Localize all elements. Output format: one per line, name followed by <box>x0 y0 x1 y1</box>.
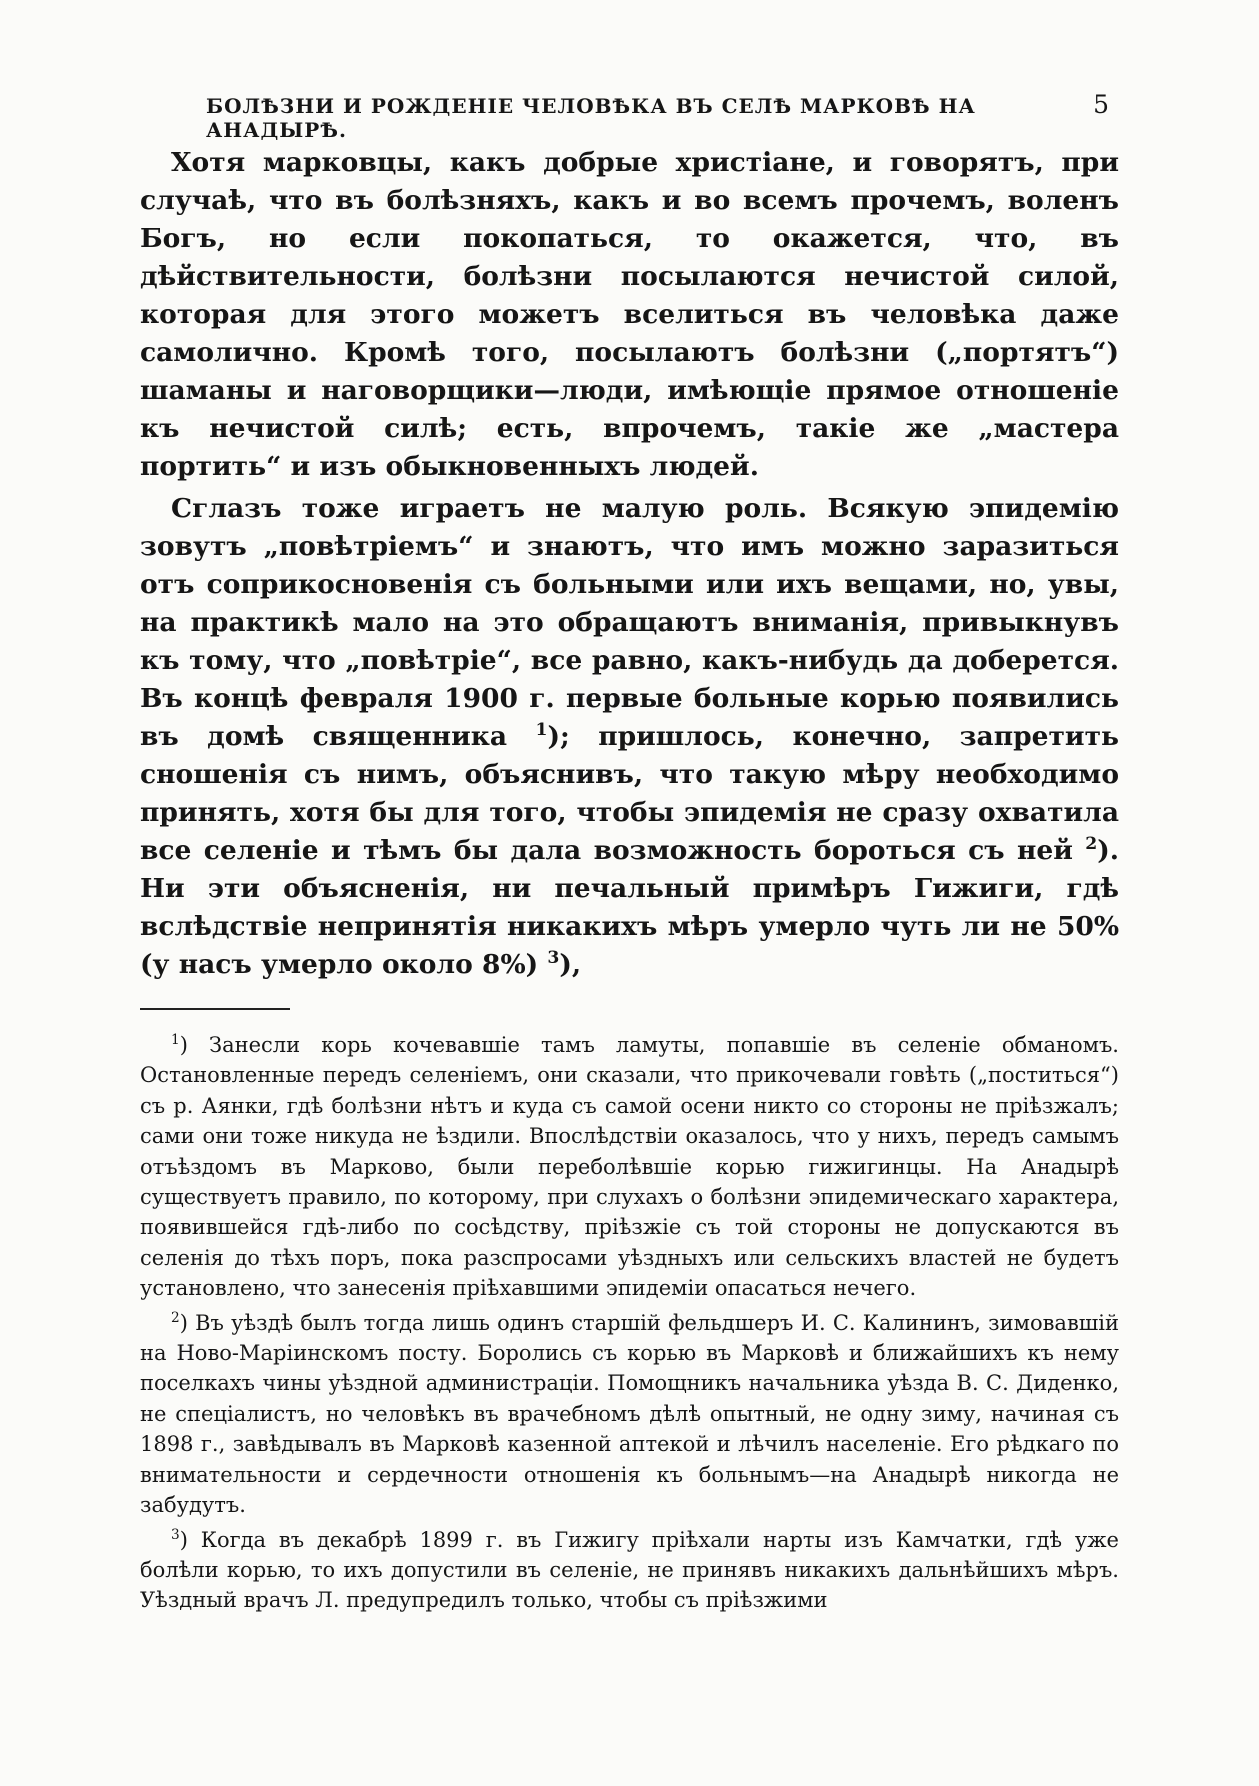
footnote-2 <box>140 1308 1119 1521</box>
footnote-divider <box>140 1008 290 1010</box>
main-text <box>140 144 1119 984</box>
paragraph-2-text-a: Сглазъ тоже играетъ не малую роль. Всякую эпидемію зовутъ „повѣтріемъ“ и знаютъ, что имъ можно заразиться отъ соприкосновенія съ больными или ихъ вещами, но, увы, на практикѣ мало на это обращаютъ вниманія, привыкнувъ къ тому, что „повѣтріе“, все равно, какъ-нибудь да доберется. Въ концѣ февраля 1900 г. первые больные корью появились въ домѣ священника <box>140 493 1119 752</box>
paragraph-2-text-b: ); пришлось, конечно, запретить сношенія съ нимъ, объяснивъ, что такую мѣру необходимо принять, хотя бы для того, чтобы эпидемія не сразу охватила все селеніе и тѣмъ бы дала возможность бороться съ ней <box>140 721 1119 866</box>
footnotes <box>140 1030 1119 1616</box>
footnote-text: ) Занесли корь кочевавшіе тамъ ламуты, попавшіе въ селеніе обманомъ. Остановленные передъ селеніемъ, они сказали, что прикочевали говѣть („поститься“) съ р. Аянки, гдѣ болѣзни нѣтъ и куда съ самой осени никто со стороны не пріѣзжалъ; сами они тоже никуда не ѣздили. Впослѣдствіи оказалось, что у нихъ, передъ самымъ отъѣздомъ въ Марково, были переболѣвшіе корью гижигинцы. На Анадырѣ существуетъ правило, по которому, при слухахъ о болѣзни эпидемическаго характера, появившейся гдѣ-либо по сосѣдству, пріѣзжіе съ той стороны не допускаются въ селенія до тѣхъ поръ, пока разспросами уѣздныхъ или сельскихъ властей не будетъ установлено, что занесенія пріѣхавшими эпидеміи опасаться нечего. <box>140 1033 1119 1301</box>
paragraph-2 <box>140 490 1119 984</box>
page-header <box>140 82 1119 142</box>
footnote-marker: 2 <box>171 1309 180 1326</box>
footnote-ref-2: 2 <box>1085 834 1098 855</box>
footnote-3 <box>140 1525 1119 1616</box>
paragraph-2-text-d: ), <box>559 949 582 980</box>
page-number: 5 <box>1093 90 1109 119</box>
footnote-text: ) Когда въ декабрѣ 1899 г. въ Гижигу пріѣхали нарты изъ Камчатки, гдѣ уже болѣли корью, то ихъ допустили въ селеніе, не принявъ никакихъ дальнѣйшихъ мѣръ. Уѣздный врачъ Л. предупредилъ только, чтобы съ пріѣзжими <box>140 1527 1119 1613</box>
footnote-marker: 3 <box>171 1526 180 1543</box>
footnote-marker: 1 <box>171 1032 180 1048</box>
footnote-ref-1: 1 <box>535 720 548 741</box>
footnote-text: ) Въ уѣздѣ былъ тогда лишь одинъ старшій фельдшеръ И. С. Калининъ, зимовавшій на Ново-Маріинскомъ посту. Боролись съ корью въ Марковѣ и ближайшихъ къ нему поселкахъ чины уѣздной администраціи. Помощникъ начальника уѣзда В. С. Диденко, не спеціалистъ, но человѣкъ въ врачебномъ дѣлѣ опытный, не одну зиму, начиная съ 1898 г., завѣдывалъ въ Марковѣ казенной аптекой и лѣчилъ населеніе. Его рѣдкаго по внимательности и сердечности отношенія къ больнымъ—на Анадырѣ никогда не забудутъ. <box>140 1310 1119 1518</box>
footnote-1 <box>140 1030 1119 1304</box>
running-title: БОЛѢЗНИ И РОЖДЕНІЕ ЧЕЛОВѢКА ВЪ СЕЛѢ МАРКОВѢ НА АНАДЫРѢ. <box>206 94 976 142</box>
paragraph-2-text-c: ). Ни эти объясненія, ни печальный примѣръ Гижиги, гдѣ вслѣдствіе непринятія никакихъ мѣръ умерло чуть ли не 50% (у насъ умерло около 8%) <box>140 835 1119 980</box>
paragraph-1: Хотя марковцы, какъ добрые христіане, и говорятъ, при случаѣ, что въ болѣзняхъ, какъ и во всемъ прочемъ, воленъ Богъ, но если покопаться, то окажется, что, въ дѣйствительности, болѣзни посылаются нечистой силой, которая для этого можетъ вселиться въ человѣка даже самолично. Кромѣ того, посылаютъ болѣзни („портятъ“) шаманы и наговорщики—люди, имѣющіе прямое отношеніе къ нечистой силѣ; есть, впрочемъ, такіе же „мастера портить“ и изъ обыкновенныхъ людей. <box>140 147 1119 482</box>
footnote-ref-3: 3 <box>547 948 560 969</box>
